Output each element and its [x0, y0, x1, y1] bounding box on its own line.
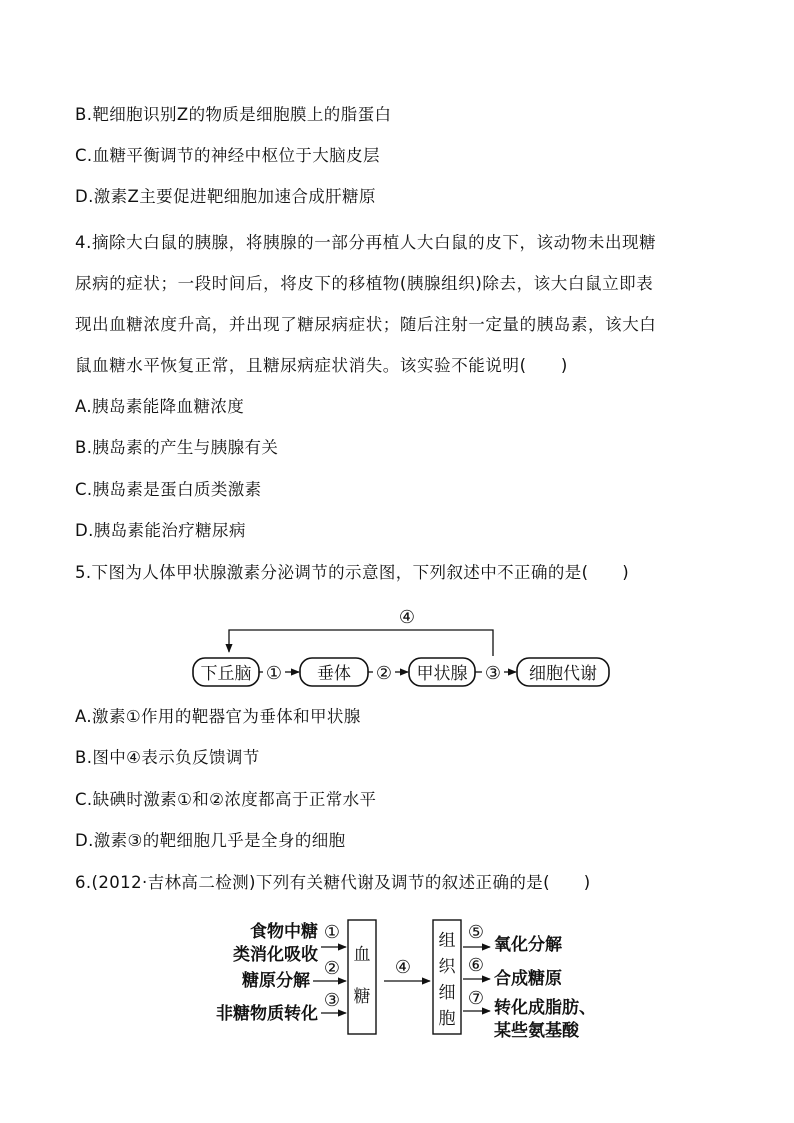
q4-option-d: D.胰岛素能治疗糖尿病	[75, 521, 246, 540]
q5-stem: 5.下图为人体甲状腺激素分泌调节的示意图，下列叙述中不正确的是( )	[75, 563, 630, 582]
q3-option-c: C.血糖平衡调节的神经中枢位于大脑皮层	[75, 146, 380, 165]
output-glycogen: 合成糖原	[494, 969, 562, 989]
output-fat: 转化成脂肪、	[494, 998, 596, 1018]
q4-option-c: C.胰岛素是蛋白质类激素	[75, 480, 262, 499]
node-pituitary: 垂体	[317, 664, 351, 684]
node-cell-metabolism: 细胞代谢	[529, 664, 597, 684]
q6-stem: 6.(2012·吉林高二检测)下列有关糖代谢及调节的叙述正确的是( )	[75, 873, 591, 892]
q3-option-b: B.靶细胞识别Z的物质是细胞膜上的脂蛋白	[75, 105, 392, 124]
blood-glucose-box	[348, 920, 376, 1034]
tissue-char-2: 织	[438, 957, 456, 977]
q5-option-b: B.图中④表示负反馈调节	[75, 748, 260, 767]
q5-option-c: C.缺碘时激素①和②浓度都高于正常水平	[75, 790, 377, 809]
q4-stem-line-1: 4.摘除大白鼠的胰腺，将胰腺的一部分再植人大白鼠的皮下，该动物未出现糖	[75, 233, 657, 252]
source-digestion: 类消化吸收	[233, 945, 318, 965]
q4-stem-line-2: 尿病的症状；一段时间后，将皮下的移植物(胰腺组织)除去，该大白鼠立即表	[75, 274, 654, 293]
q4-stem	[75, 222, 723, 386]
label-3: ③	[323, 990, 341, 1011]
label-7: ⑦	[467, 988, 485, 1009]
node-hypothalamus: 下丘脑	[200, 664, 252, 684]
output-amino-acids: 某些氨基酸	[494, 1021, 579, 1041]
q4-option-a: A.胰岛素能降血糖浓度	[75, 397, 245, 416]
source-non-sugar: 非糖物质转化	[216, 1004, 318, 1024]
label-1: ①	[323, 922, 341, 943]
tissue-char-3: 细	[438, 983, 456, 1003]
source-food-sugar: 食物中糖	[250, 922, 318, 942]
arrow-label-3: ③	[484, 663, 502, 684]
tissue-char-4: 胞	[438, 1009, 456, 1029]
q5-option-d: D.激素③的靶细胞几乎是全身的细胞	[75, 831, 346, 850]
q4-option-b: B.胰岛素的产生与胰腺有关	[75, 438, 279, 457]
thyroid-regulation-diagram	[185, 600, 625, 692]
blood-char-1: 血	[353, 945, 371, 965]
glucose-metabolism-diagram	[200, 912, 640, 1042]
tissue-char-1: 组	[438, 931, 456, 951]
label-2: ②	[323, 958, 341, 979]
source-glycogenolysis: 糖原分解	[242, 971, 310, 991]
label-5: ⑤	[467, 922, 485, 943]
arrow-label-2: ②	[375, 663, 393, 684]
q4-stem-line-4: 鼠血糖水平恢复正常，且糖尿病症状消失。该实验不能说明( )	[75, 356, 568, 375]
output-oxidation: 氧化分解	[494, 935, 562, 955]
q3-option-d: D.激素Z主要促进靶细胞加速合成肝糖原	[75, 187, 376, 206]
label-6: ⑥	[467, 955, 485, 976]
arrow-label-1: ①	[265, 663, 283, 684]
feedback-label: ④	[398, 607, 416, 628]
feedback-line	[229, 630, 493, 656]
q5-option-a: A.激素①作用的靶器官为垂体和甲状腺	[75, 707, 361, 726]
blood-char-2: 糖	[353, 987, 371, 1007]
label-4: ④	[394, 957, 412, 978]
q4-stem-line-3: 现出血糖浓度升高，并出现了糖尿病症状；随后注射一定量的胰岛素，该大白	[75, 315, 657, 334]
node-thyroid: 甲状腺	[416, 664, 468, 684]
